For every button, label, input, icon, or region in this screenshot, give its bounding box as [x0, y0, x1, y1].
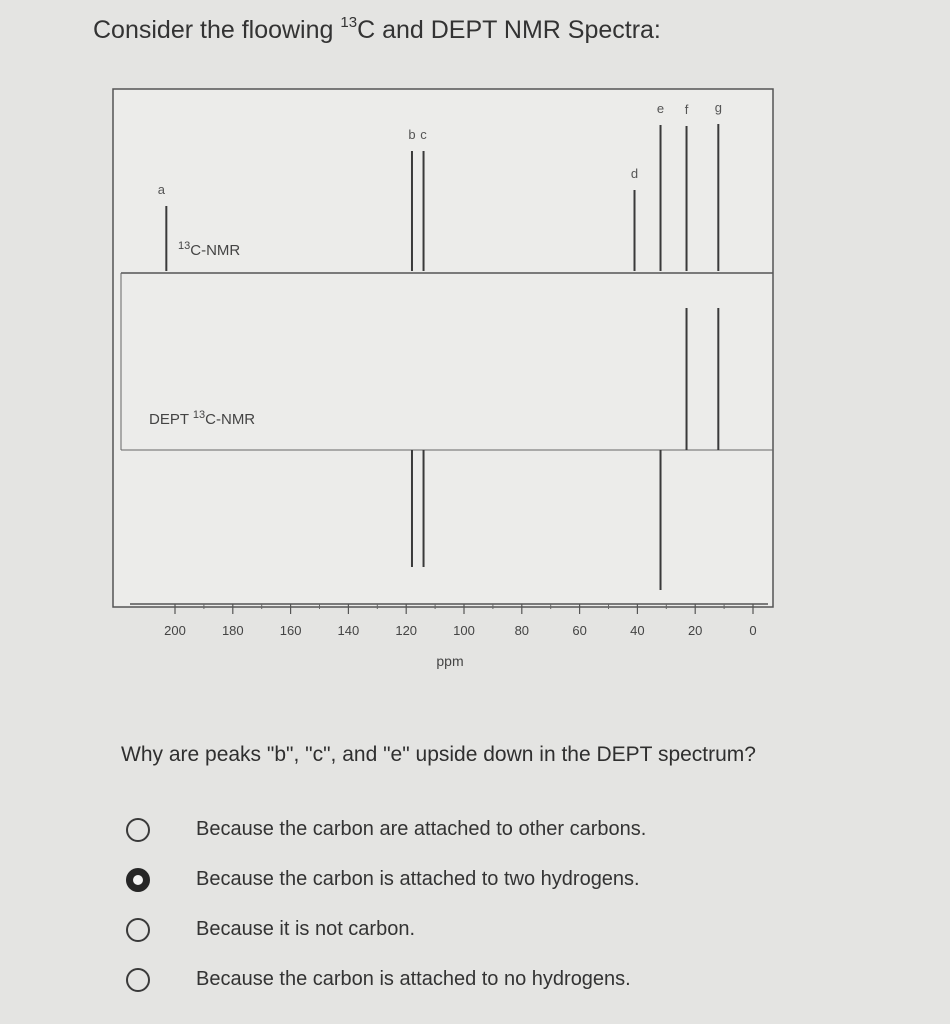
axis-tick-label: 100 — [453, 623, 475, 638]
axis-tick-label: 60 — [572, 623, 587, 638]
radio-button[interactable] — [126, 868, 150, 892]
answer-option-label: Because the carbon is attached to two hydrogens. — [196, 868, 640, 890]
heading-text-before: Consider the floowing — [93, 16, 341, 44]
cnmr-peak-label-c: c — [420, 127, 427, 142]
answer-option-3[interactable] — [124, 912, 824, 962]
axis-ticks — [164, 604, 756, 638]
answer-option-2[interactable] — [124, 862, 824, 912]
dept-panel-label: DEPT $^{13}$C-NMR — [149, 409, 256, 428]
axis-tick-label: 40 — [630, 623, 645, 638]
axis-tick-label: 80 — [514, 623, 530, 638]
answer-option-1[interactable] — [124, 812, 824, 862]
answer-options — [124, 812, 824, 1012]
axis-tick-label: 140 — [337, 623, 360, 638]
radio-button[interactable] — [126, 918, 150, 942]
cnmr-peak-label-g: g — [714, 100, 722, 115]
radio-button[interactable] — [126, 968, 150, 992]
answer-option-label: Because the carbon is attached to no hydrogens. — [196, 968, 631, 990]
question-text: Why are peaks "b", "c", and "e" upside down in the DEPT spectrum? — [121, 743, 756, 766]
cnmr-peak-label-b: b — [408, 127, 416, 142]
answer-option-4[interactable] — [124, 962, 824, 1012]
cnmr-panel-label: $^{13}$C-NMR — [178, 240, 241, 259]
cnmr-peak-label-f: f — [684, 102, 689, 117]
cnmr-peak-label-d: d — [630, 166, 639, 181]
axis-tick-label: 160 — [279, 623, 302, 638]
answer-option-label: Because it is not carbon. — [196, 918, 416, 940]
heading-text-after: C and DEPT NMR Spectra: — [357, 16, 661, 44]
axis-tick-label: 120 — [395, 623, 418, 638]
spectrum-frame — [113, 89, 773, 607]
axis-tick-label: 200 — [164, 623, 186, 638]
cnmr-peak-label-a: a — [157, 182, 165, 197]
axis-tick-label: 20 — [687, 623, 703, 638]
axis-tick-label: 180 — [221, 623, 244, 638]
axis-tick-label: 0 — [749, 623, 757, 638]
axis-unit-label: ppm — [436, 653, 464, 669]
heading-superscript: 13 — [340, 14, 358, 31]
answer-option-label: Because the carbon are attached to other carbons. — [196, 818, 647, 840]
cnmr-peak-label-e: e — [656, 101, 665, 116]
radio-button[interactable] — [126, 818, 150, 842]
